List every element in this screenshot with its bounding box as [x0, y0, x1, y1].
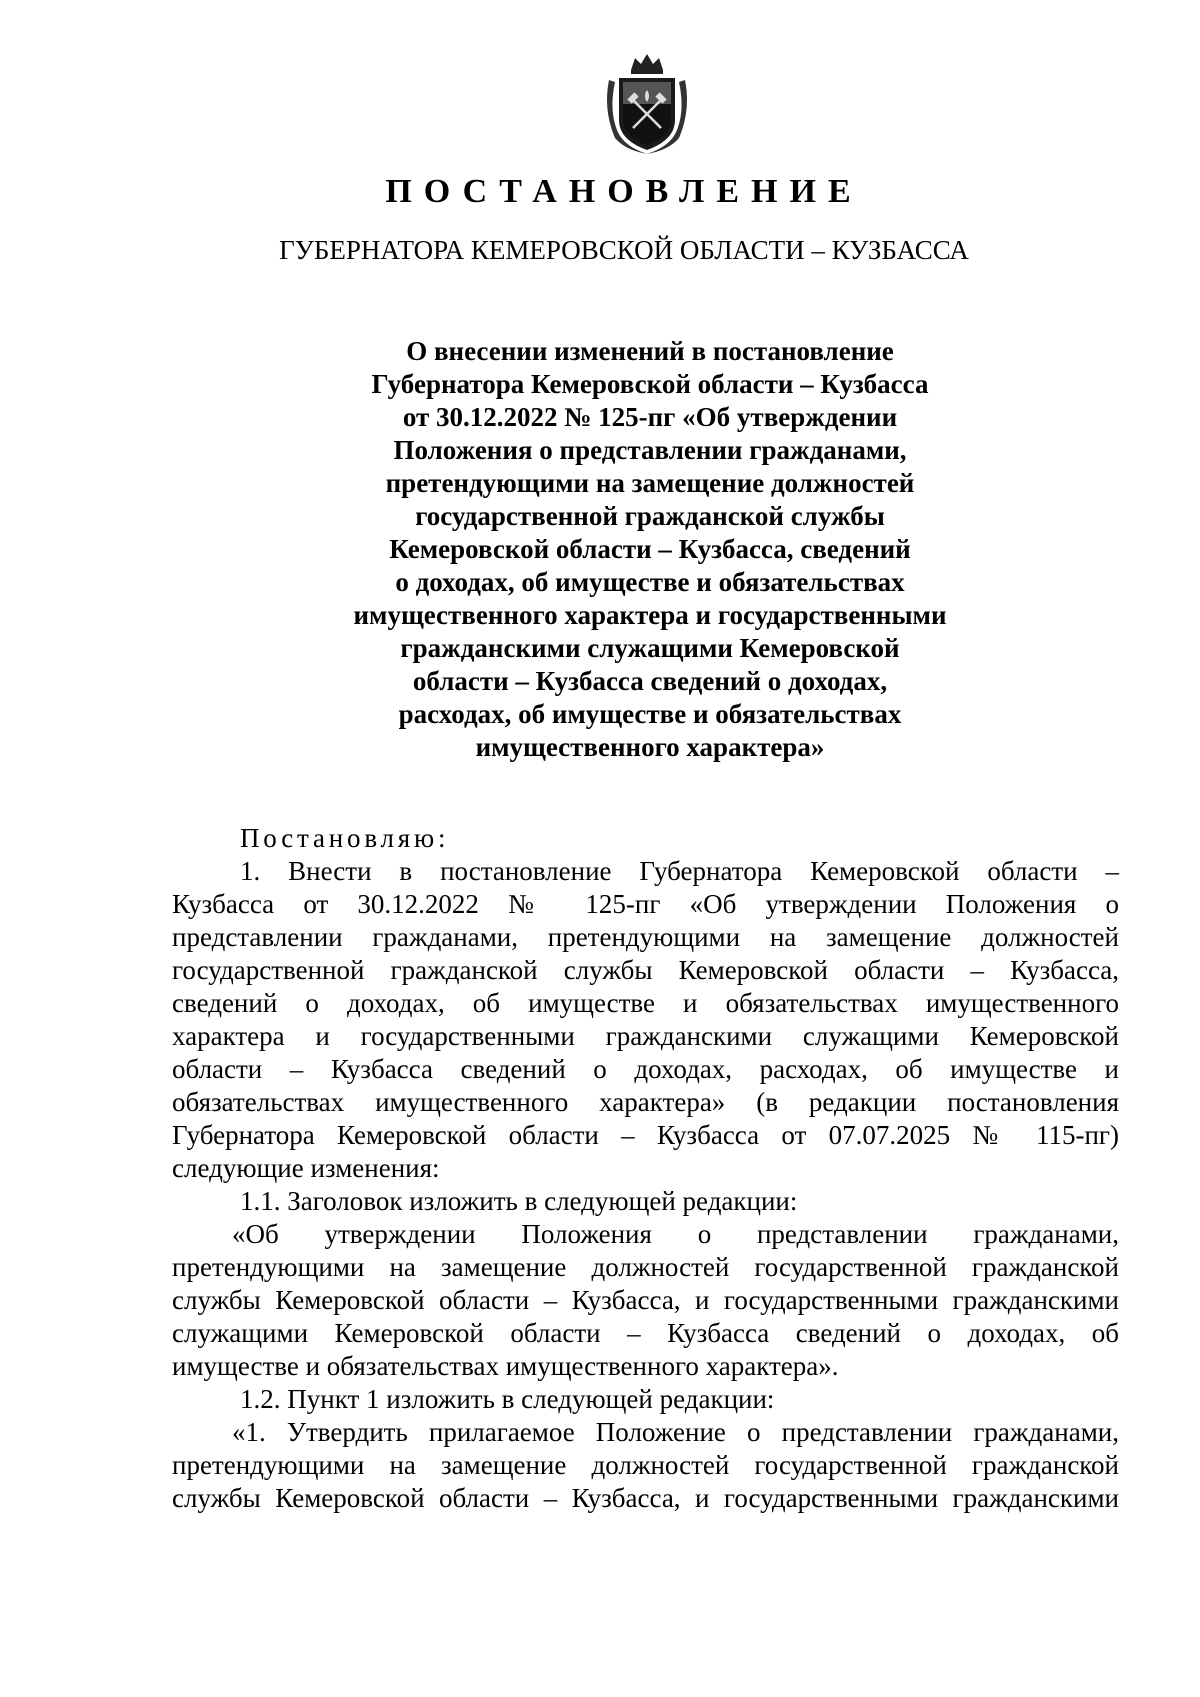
quote-item-1-2 — [172, 1416, 1119, 1515]
issuer-heading: ГУБЕРНАТОРА КЕМЕРОВСКОЙ ОБЛАСТИ – КУЗБАССА — [279, 235, 969, 265]
body-line: Кузбасса от 30.12.2022 № 125-пг «Об утверждении Положения о — [172, 889, 1119, 919]
title-line: о доходах, об имуществе и обязательствах — [395, 567, 905, 597]
title-line: Кемеровской области – Кузбасса, сведений — [389, 534, 911, 564]
paragraph-item-1-1: 1.1. Заголовок изложить в следующей редакции: — [240, 1186, 798, 1216]
body-line: Губернатора Кемеровской области – Кузбасса от 07.07.2025 № 115-пг) — [172, 1120, 1119, 1150]
document-type-heading: ПОСТАНОВЛЕНИЕ — [385, 173, 863, 210]
body-line: государственной гражданской службы Кемеровской области – Кузбасса, — [172, 955, 1119, 985]
body-line: служащими Кемеровской области – Кузбасса сведений о доходах, об — [172, 1318, 1119, 1348]
paragraph-item-1 — [172, 855, 1119, 1185]
quote-item-1-1 — [172, 1218, 1119, 1383]
body-line: службы Кемеровской области – Кузбасса, и государственными гражданскими — [172, 1285, 1119, 1315]
resolve-word: Постановляю: — [240, 823, 450, 853]
body-line: 1. Внести в постановление Губернатора Кемеровской области – — [240, 856, 1119, 886]
body-line: области – Кузбасса сведений о доходах, расходах, об имуществе и — [172, 1054, 1119, 1084]
title-line: от 30.12.2022 № 125-пг «Об утверждении — [402, 402, 898, 432]
kuzbass-coat-of-arms-icon — [601, 50, 693, 158]
body-line: сведений о доходах, об имуществе и обязательствах имущественного — [172, 988, 1119, 1018]
paragraph-item-1-2: 1.2. Пункт 1 изложить в следующей редакции: — [240, 1384, 775, 1414]
body-line: «1. Утвердить прилагаемое Положение о представлении гражданами, — [232, 1417, 1119, 1447]
body-line: претендующими на замещение должностей государственной гражданской — [172, 1450, 1119, 1480]
body-line: представлении гражданами, претендующими на замещение должностей — [172, 922, 1119, 952]
title-line: государственной гражданской службы — [415, 501, 885, 531]
document-body — [172, 822, 1119, 1515]
title-line: имущественного характера» — [475, 732, 825, 762]
body-line: следующие изменения: — [172, 1153, 440, 1183]
body-line: претендующими на замещение должностей государственной гражданской — [172, 1252, 1119, 1282]
title-line: области – Кузбасса сведений о доходах, — [412, 666, 888, 696]
body-line: характера и государственными гражданскими служащими Кемеровской — [172, 1021, 1119, 1051]
title-line: Положения о представлении гражданами, — [393, 435, 907, 465]
body-line: имуществе и обязательствах имущественного характера». — [172, 1351, 839, 1381]
body-line: обязательствах имущественного характера» (в редакции постановления — [172, 1087, 1119, 1117]
title-line: Губернатора Кемеровской области – Кузбасса — [371, 369, 929, 399]
body-line: службы Кемеровской области – Кузбасса, и государственными гражданскими — [172, 1483, 1119, 1513]
title-line: расходах, об имуществе и обязательствах — [398, 699, 902, 729]
body-line: «Об утверждении Положения о представлении гражданами, — [232, 1219, 1119, 1249]
title-line: имущественного характера и государственными — [353, 600, 947, 630]
title-line: претендующими на замещение должностей — [385, 468, 915, 498]
title-line: гражданскими служащими Кемеровской — [400, 633, 900, 663]
document-title — [300, 335, 1000, 764]
title-line: О внесении изменений в постановление — [406, 336, 894, 366]
